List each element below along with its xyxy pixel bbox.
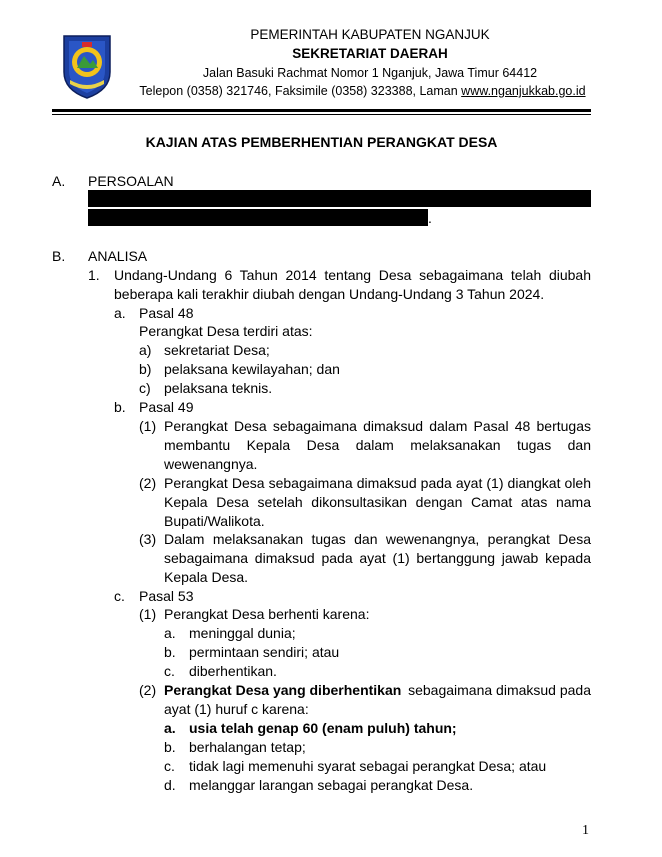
pasal53-ayat2-item-text: melanggar larangan sebagai perangkat Desa.: [189, 777, 474, 793]
section-a-marker: A.: [52, 173, 66, 189]
pasal53-ayat2-item-text: usia telah genap 60 (enam puluh) tahun;: [189, 720, 457, 736]
redaction-block-1: [88, 190, 591, 207]
pasal49-ayat2-marker: (2): [139, 475, 157, 491]
letterhead-line1: PEMERINTAH KABUPATEN NGANJUK: [250, 27, 490, 42]
pasal53-ayat2-line2: ayat (1) huruf c karena:: [164, 701, 309, 717]
pasal53-ayat2-marker: (2): [139, 682, 157, 698]
pasal49-ayat1-marker: (1): [139, 418, 157, 434]
pasal49-ayat3-line: Dalam melaksanakan tugas dan wewenangnya, perangkat Desa: [164, 531, 591, 547]
section-a-heading: PERSOALAN: [88, 173, 174, 189]
pasal53-ayat2-item-marker: c.: [164, 758, 175, 774]
regency-emblem: [60, 32, 114, 100]
pasal49-ayat3-line: sebagaimana dimaksud pada ayat (1) bertanggung jawab kepada: [164, 550, 591, 566]
pasal53-ayat1-item-marker: b.: [164, 644, 176, 660]
pasal53-ayat2-rest: sebagaimana dimaksud pada: [408, 682, 591, 698]
pasal48-title: Pasal 48: [139, 305, 194, 321]
contact-text: Telepon (0358) 321746, Faksimile (0358) 323388, Laman: [139, 84, 462, 98]
pasal49-ayat3-line: Kepala Desa.: [164, 569, 249, 585]
pasal53-ayat2-bold: Perangkat Desa yang diberhentikan: [164, 682, 402, 698]
pasal49-ayat3-marker: (3): [139, 531, 157, 547]
pasal53-ayat1-marker: (1): [139, 606, 157, 622]
section-b-marker: B.: [52, 248, 66, 264]
item1-marker: 1.: [88, 267, 100, 283]
section-b-heading: ANALISA: [88, 248, 148, 264]
pasal53-ayat2-line1: [164, 681, 591, 699]
pasal53-ayat1-item-text: meninggal dunia;: [189, 625, 296, 641]
letterhead-contact: [120, 84, 605, 98]
pasal48-item-marker: b): [139, 361, 152, 377]
pasal48-item-marker: c): [139, 380, 151, 396]
item1-line2: beberapa kali terakhir diubah dengan Undang-Undang 3 Tahun 2024.: [114, 286, 545, 302]
website-link[interactable]: www.nganjukkab.go.id: [461, 84, 586, 98]
pasal49-ayat2-line: Bupati/Walikota.: [164, 513, 265, 529]
pasal53-ayat1-item-text: permintaan sendiri; atau: [189, 644, 340, 660]
page-number: 1: [582, 823, 589, 838]
item1-line1: Undang-Undang 6 Tahun 2014 tentang Desa sebagaimana telah diubah: [114, 267, 591, 283]
pasal48-marker: a.: [114, 305, 126, 321]
pasal48-item-marker: a): [139, 342, 152, 358]
pasal53-ayat2-item-marker: d.: [164, 777, 176, 793]
pasal49-ayat2-line: Perangkat Desa sebagaimana dimaksud pada ayat (1) diangkat oleh: [164, 475, 591, 491]
pasal49-title: Pasal 49: [139, 399, 194, 415]
pasal53-ayat2-item-text: berhalangan tetap;: [189, 739, 306, 755]
pasal49-marker: b.: [114, 399, 126, 415]
pasal49-ayat1-line: Perangkat Desa sebagaimana dimaksud dalam Pasal 48 bertugas: [164, 418, 591, 434]
pasal53-ayat1-item-text: diberhentikan.: [189, 663, 277, 679]
letterhead-address: Jalan Basuki Rachmat Nomor 1 Nganjuk, Jawa Timur 64412: [202, 66, 538, 80]
pasal53-ayat1-line: Perangkat Desa berhenti karena:: [164, 606, 370, 622]
pasal48-intro: Perangkat Desa terdiri atas:: [139, 323, 313, 339]
pasal53-ayat1-item-marker: c.: [164, 663, 175, 679]
pasal48-item-text: pelaksana kewilayahan; dan: [164, 361, 340, 377]
pasal53-ayat2-item-marker: b.: [164, 739, 176, 755]
pasal49-ayat2-line: Kepala Desa setelah dikonsultasikan dengan Camat atas nama: [164, 494, 591, 510]
pasal53-ayat2-item-marker: a.: [164, 720, 176, 736]
pasal48-item-text: sekretariat Desa;: [164, 342, 270, 358]
document-title: KAJIAN ATAS PEMBERHENTIAN PERANGKAT DESA: [145, 134, 498, 150]
letterhead-line2: SEKRETARIAT DAERAH: [292, 46, 448, 61]
nganjuk-emblem-icon: [60, 32, 114, 100]
redaction-trailing-dot: .: [428, 210, 432, 226]
pasal53-title: Pasal 53: [139, 588, 194, 604]
pasal49-ayat1-line: wewenangnya.: [164, 456, 258, 472]
pasal53-marker: c.: [114, 588, 125, 604]
pasal53-ayat2-item-text: tidak lagi memenuhi syarat sebagai perangkat Desa; atau: [189, 758, 547, 774]
pasal48-item-text: pelaksana teknis.: [164, 380, 273, 396]
pasal53-ayat1-item-marker: a.: [164, 625, 176, 641]
pasal49-ayat1-line: membantu Kepala Desa dalam melaksanakan tugas dan: [164, 437, 591, 453]
redaction-block-2: [88, 209, 428, 226]
letterhead-rule-thick: [52, 109, 591, 112]
letterhead-rule-thin: [52, 114, 591, 115]
